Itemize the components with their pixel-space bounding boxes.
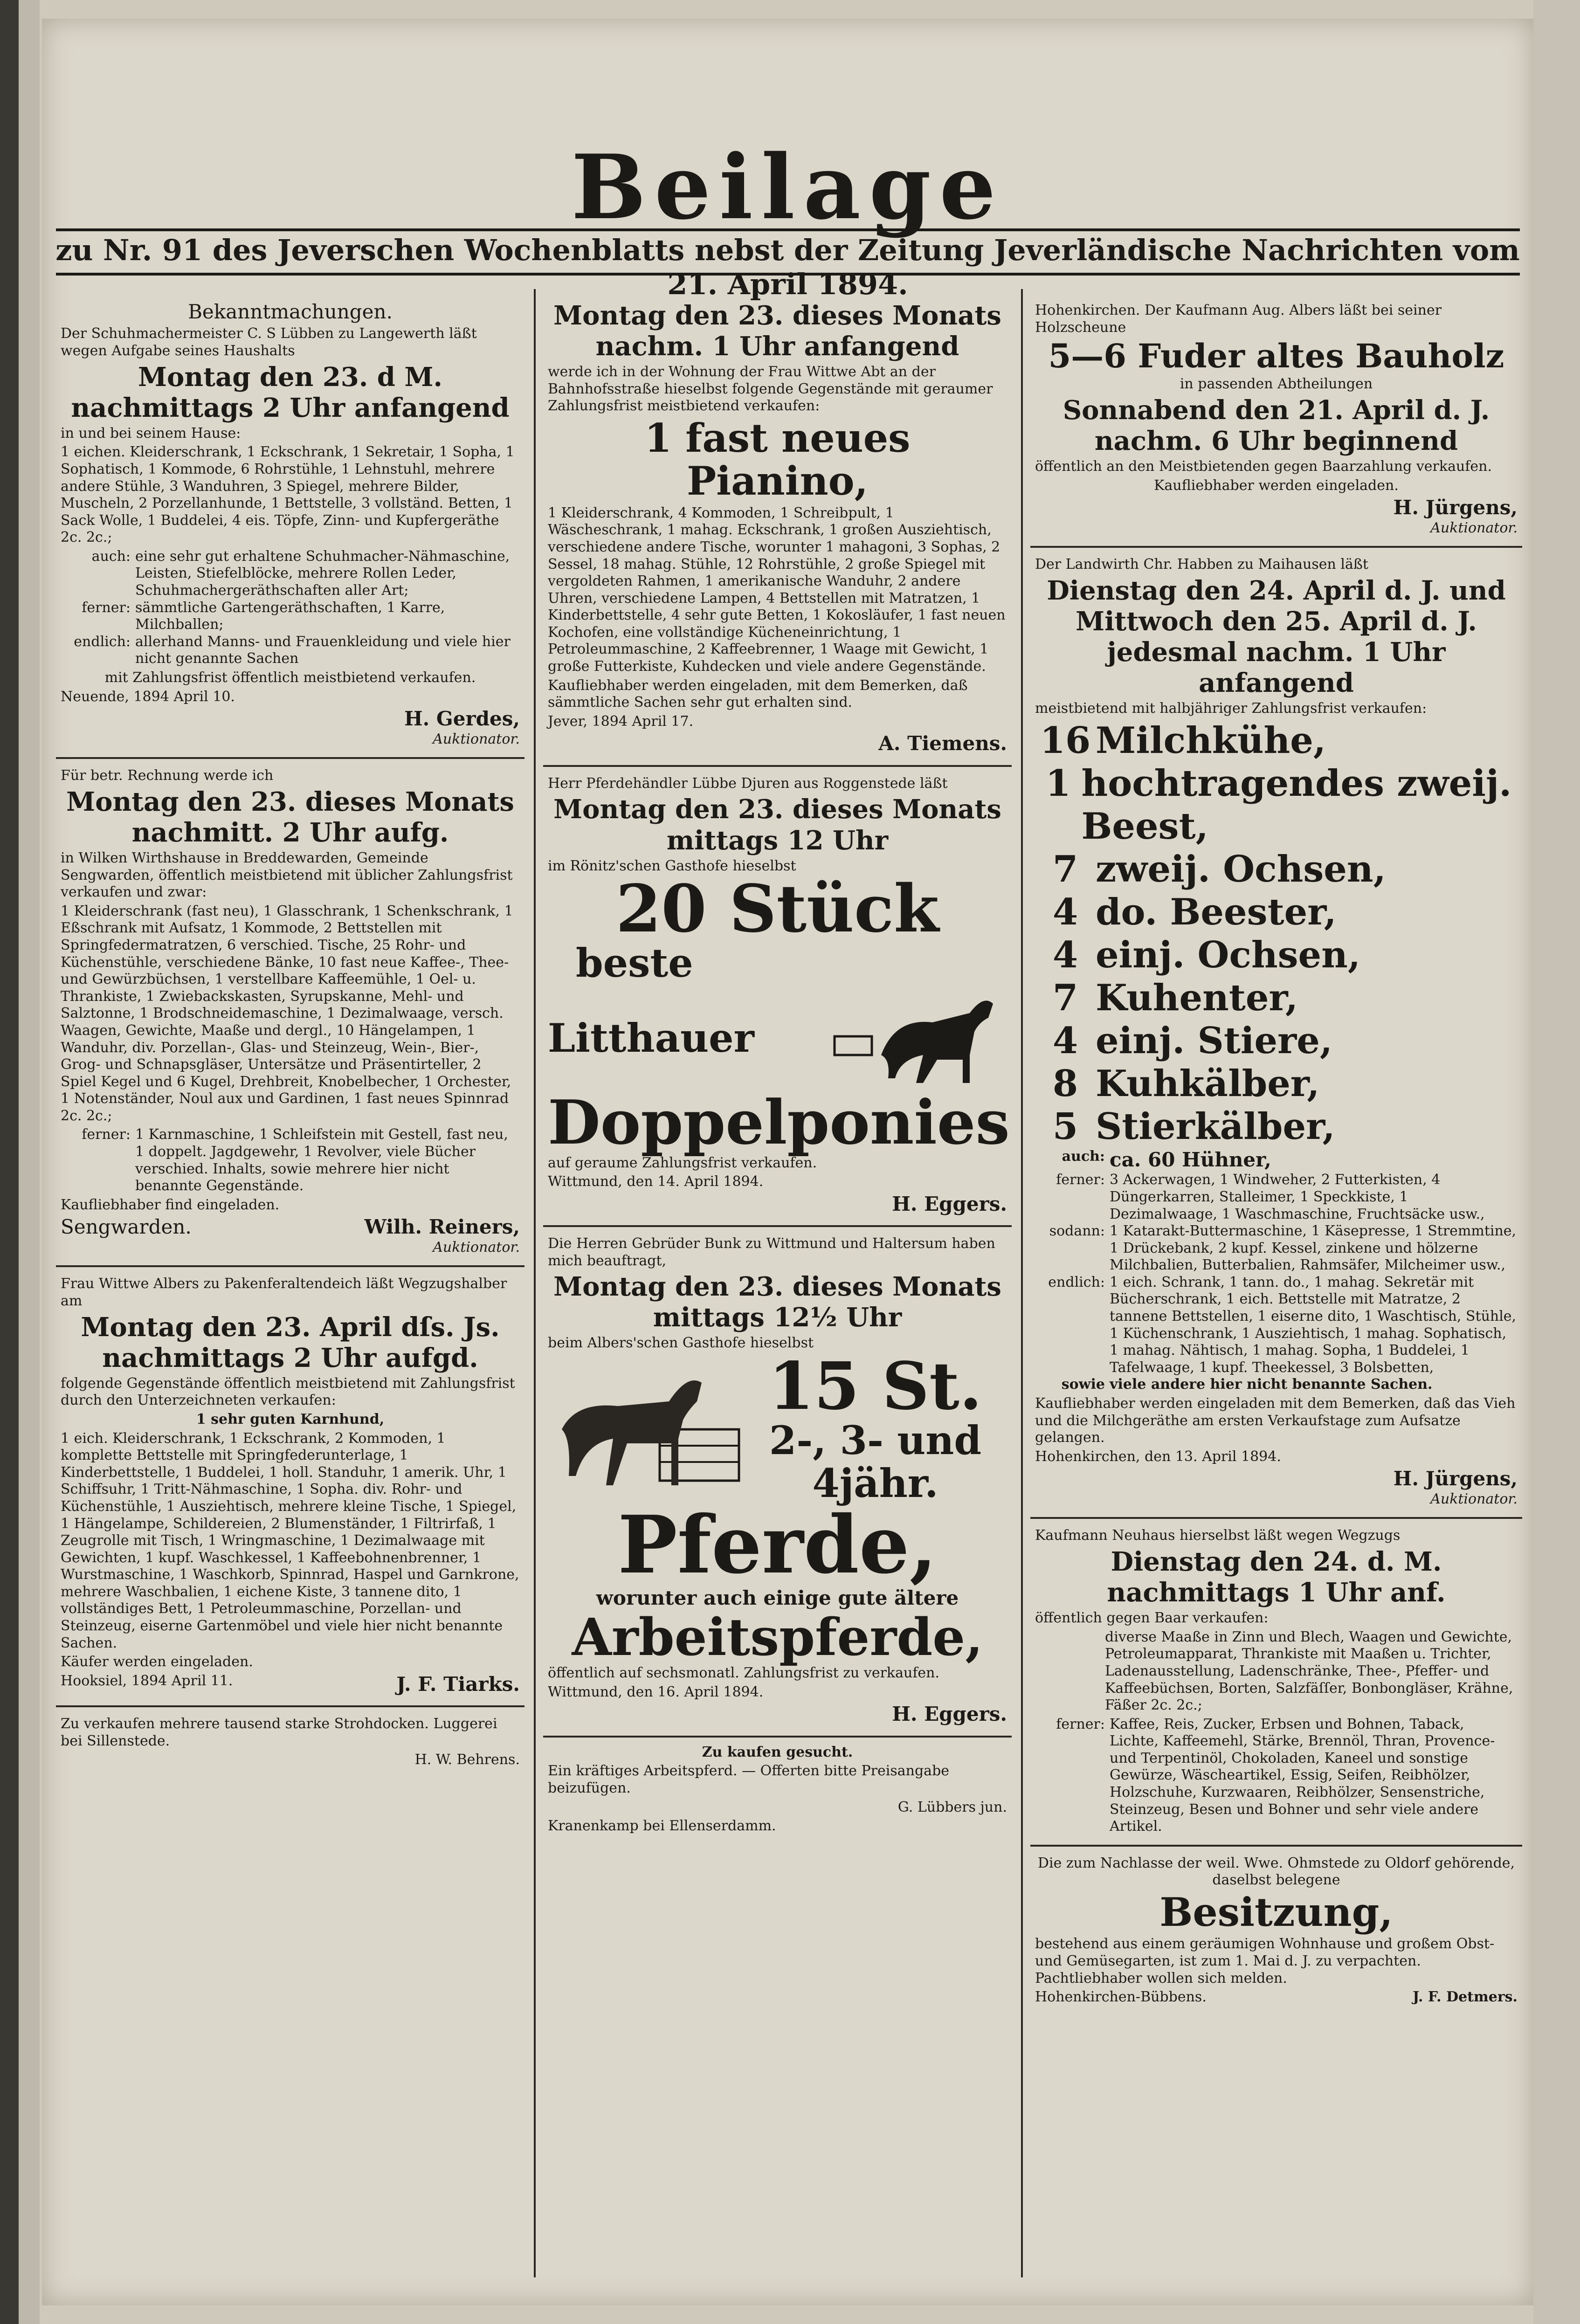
notice-body: werde ich in der Wohnung der Frau Wittwe Abt an der Bahnhofsstraße hieselbst folgende Gegenstände mit geraumer Zahlungsfrist meistbietend verkaufen: bbox=[548, 364, 993, 414]
notice-signer: Wilh. Reiners, bbox=[364, 1215, 520, 1239]
notice-invite: Kaufliebhaber werden eingeladen, mit dem Bemerken, daß sämmtliche Sachen sehr gut erhalten sind. bbox=[548, 677, 968, 711]
signature-line bbox=[61, 1215, 520, 1239]
pferde-counts bbox=[744, 1348, 1007, 1507]
notice-invite: Kaufliebhaber werden eingeladen mit dem Bemerken, daß das Vieh und die Milchgeräthe am ersten Verkaufstage zum Aufsatze gelangen. bbox=[1035, 1395, 1516, 1446]
section-heading: Zu kaufen gesucht. bbox=[702, 1744, 853, 1760]
animal-count: 1 bbox=[1045, 762, 1071, 805]
notice-dateline: Neuende, 1894 April 10. bbox=[61, 688, 235, 705]
notice-date-1: Dienstag den 24. April d. J. und bbox=[1047, 575, 1506, 606]
notice-time: nachmittags 2 Uhr anfangend bbox=[71, 392, 510, 423]
column-divider-1 bbox=[534, 289, 536, 2277]
notice-signer: H. Eggers. bbox=[892, 1703, 1007, 1726]
animal-type: Kuhenter, bbox=[1096, 976, 1298, 1019]
ponies-kind: Doppelponies bbox=[548, 1086, 1010, 1158]
notice-time: nachm. 1 Uhr anfangend bbox=[595, 331, 959, 362]
notice-terms: auf geraume Zahlungsfrist verkaufen. bbox=[548, 1154, 817, 1171]
row-text: allerhand Manns- und Frauenkleidung und viele hier nicht genannte Sachen bbox=[135, 633, 511, 667]
notice-signer-role: Auktionator. bbox=[433, 1239, 520, 1255]
row-label: endlich: bbox=[74, 633, 131, 650]
notice-time: nachmitt. 2 Uhr aufg. bbox=[131, 817, 449, 848]
animal-count: 5 bbox=[1052, 1105, 1078, 1148]
animal-type: zweij. Ochsen, bbox=[1096, 848, 1386, 890]
notice-intro: Kaufmann Neuhaus hierselbst läßt wegen Wegzugs bbox=[1035, 1527, 1401, 1544]
animal-row bbox=[1035, 719, 1518, 762]
horse-icon bbox=[548, 1359, 744, 1499]
animal-row bbox=[1035, 762, 1518, 848]
notice-reiners bbox=[56, 759, 524, 1267]
notice-signer-role: Auktionator. bbox=[433, 731, 520, 747]
notice-time: nachmittags 2 Uhr aufgd. bbox=[102, 1342, 478, 1373]
notice-signer-role: Auktionator. bbox=[1430, 1490, 1518, 1507]
horse-icon bbox=[830, 985, 1007, 1092]
binding-margin bbox=[19, 0, 40, 2324]
pferde-kind-2: Arbeitspferde, bbox=[572, 1607, 983, 1668]
notice-place: Kranenkamp bei Ellenserdamm. bbox=[548, 1818, 776, 1834]
breed-row bbox=[548, 985, 1007, 1092]
notice-signer-role: Auktionator. bbox=[1430, 519, 1518, 536]
notice-terms: öffentlich gegen Baar verkaufen: bbox=[1035, 1610, 1269, 1627]
notice-time: mittags 12½ Uhr bbox=[653, 1302, 902, 1333]
pferde-count: 15 St. bbox=[768, 1348, 982, 1425]
notice-items: diverse Maaße in Zinn und Blech, Waagen und Gewichte, Petroleumapparat, Thrankiste mit Maaßen u. Trichter, Ladenausstellung, Ladenschränke, Thee-, Pfeffer- und Kaffeebüchsen, Borten, Salzfäſſer, Bonbongläser, Krähne, Fäßer 2c. 2c.; bbox=[1105, 1628, 1513, 1714]
auch-row bbox=[1035, 1148, 1518, 1172]
notice-ponies bbox=[543, 767, 1012, 1227]
animal-row bbox=[1035, 848, 1518, 891]
notice-signer: J. F. Detmers. bbox=[1413, 1989, 1518, 2006]
column-divider-2 bbox=[1021, 289, 1023, 2277]
column-3 bbox=[1030, 294, 1522, 2277]
notice-headline: 1 sehr guten Karnhund, bbox=[196, 1411, 385, 1428]
animal-count: 4 bbox=[1052, 933, 1078, 976]
row-label: ferner: bbox=[82, 1126, 131, 1143]
notice-intro: Frau Wittwe Albers zu Pakenferaltendeich läßt Wegzugshalber am bbox=[61, 1276, 507, 1310]
notice-invite: Kaufliebhaber find eingeladen. bbox=[61, 1196, 280, 1213]
notice-signer: H. Gerdes, bbox=[404, 707, 520, 731]
signature-line bbox=[1035, 1989, 1518, 2006]
notice-place: Sengwarden. bbox=[61, 1215, 192, 1239]
notice-time: mittags 12 Uhr bbox=[666, 825, 889, 856]
row-label: ferner: bbox=[1056, 1172, 1105, 1188]
ponies-adjective: beste bbox=[576, 940, 693, 986]
notice-headline: 1 fast neues Pianino, bbox=[644, 414, 911, 504]
masthead-subtitle: zu Nr. 91 des Jeverschen Wochenblatts nebst der Zeitung Jeverländische Nachrichten vom 21. April 1894. bbox=[55, 233, 1520, 301]
ferner-row bbox=[1035, 1172, 1518, 1223]
row-text: 3 Ackerwagen, 1 Windweher, 2 Futterkisten, 4 Düngerkarren, Stalleimer, 1 Speckkiste, 1 Dezimalwaage, 1 Waschmaschine, Fruchtsäcke usw., bbox=[1110, 1172, 1485, 1222]
notice-habben bbox=[1030, 548, 1522, 1519]
notice-intro: Hohenkirchen. Der Kaufmann Aug. Albers läßt bei seiner Holzscheune bbox=[1035, 302, 1442, 336]
animal-count: 8 bbox=[1052, 1062, 1078, 1105]
notice-text: Zu verkaufen mehrere tausend starke Strohdocken. Luggerei bei Sillenstede. bbox=[61, 1716, 497, 1749]
notice-intro: Der Landwirth Chr. Habben zu Maihausen läßt bbox=[1035, 556, 1368, 573]
ponies-count: 20 Stück bbox=[615, 871, 939, 948]
animal-row bbox=[1035, 1020, 1518, 1062]
notice-place: beim Albers'schen Gasthofe hieselbst bbox=[548, 1335, 814, 1352]
pferde-ages-2: 4jähr. bbox=[812, 1460, 938, 1507]
notice-kaufen bbox=[543, 1738, 1012, 1846]
row-text: 1 eich. Schrank, 1 tann. do., 1 mahag. Sekretär mit Bücherschrank, 1 eich. Bettstelle mit Matratze, 2 tannene Bettstellen, 1 eiserne dito, 1 Waschtisch, Stühle, 1 Küchenschrank, 1 Ausziehtisch, 1 mahag. Sophatisch, 1 mahag. Nähtisch, 1 mahag. Sopha, 1 Buddelei, 1 Tafelwaage, 1 kupf. Theekessel, 3 Bolsbetten, bbox=[1110, 1274, 1517, 1376]
row-label: ferner: bbox=[1056, 1716, 1105, 1732]
notice-date: Montag den 23. dieses Monats bbox=[553, 794, 1001, 825]
ferner-row bbox=[61, 600, 520, 634]
notice-intro: Der Schuhmachermeister C. S Lübben zu Langewerth läßt wegen Aufgabe seines Haushalts bbox=[61, 325, 477, 359]
animal-type: einj. Ochsen, bbox=[1096, 933, 1361, 976]
notice-signer: H. Jürgens, bbox=[1393, 496, 1518, 519]
notice-date: Montag den 23. April dſs. Js. bbox=[81, 1311, 500, 1343]
masthead-rule-top bbox=[56, 228, 1520, 231]
notice-date: Montag den 23. dieses Monats bbox=[66, 786, 514, 817]
pferde-ages-1: 2-, 3- und bbox=[769, 1417, 982, 1464]
notice-signer: G. Lübbers jun. bbox=[897, 1799, 1007, 1815]
row-label: endlich: bbox=[1048, 1274, 1105, 1290]
notice-headline: 5—6 Fuder altes Bauholz bbox=[1048, 337, 1504, 376]
notice-items: 1 eich. Kleiderschrank, 1 Eckschrank, 2 Kommoden, 1 komplette Bettstelle mit Springfederunterlage, 1 Kinderbettstelle, 1 Buddelei, 1 holl. Standuhr, 1 amerik. Uhr, 1 Schiffsuhr, 1 Tritt-Nähmaschine, 1 Sopha. div. Rohr- und Küchenstühle, 1 Ausziehtisch, mehrere kleine Tische, 1 Spiegel, 1 Hängelampe, Schildereien, 2 Blumenständer, 1 Filtrirfaß, 1 Zeugrolle mit Tisch, 1 Wringmaschine, 1 Dezimalwaage mit Gewichten, 1 kupf. Waschkessel, 1 Kaffeebohnenbrenner, 1 Wurstmaschine, 1 Waschkorb, Spinnrad, Haspel und Garnkrone, mehrere Waschbalien, 1 eichene Kiste, 3 tannene dito, 1 vollständiges Bett, 1 Petroleummaschine, Porzellan- und Steinzeug, eiserne Gartenmöbel und viele hier nicht benannte Sachen. bbox=[61, 1430, 519, 1651]
row-label: sodann: bbox=[1049, 1223, 1105, 1240]
notice-signer: H. Eggers. bbox=[892, 1192, 1007, 1215]
notice-dateline: Hooksiel, 1894 April 11. bbox=[61, 1672, 233, 1689]
pferde-row bbox=[548, 1348, 1007, 1507]
notice-neuhaus bbox=[1030, 1519, 1522, 1846]
notice-time: jedesmal nachm. 1 Uhr anfangend bbox=[1107, 636, 1446, 698]
notice-place: in und bei seinem Hause: bbox=[61, 425, 241, 441]
notice-pferde bbox=[543, 1227, 1012, 1738]
signature-line bbox=[61, 1673, 520, 1696]
notice-besitzung bbox=[1030, 1847, 1522, 2015]
notice-items: 1 Kleiderschrank, 4 Kommoden, 1 Schreibpult, 1 Wäscheschrank, 1 mahag. Eckschrank, 1 großen Ausziehtisch, verschiedene andere Tische, worunter 1 mahagoni, 3 Sophas, 2 Sessel, 18 mahag. Stühle, 12 Rohrstühle, 2 große Spiegel mit vergoldeten Rahmen, 1 amerikanische Wanduhr, 2 andere Uhren, verschiedene Lampen, 4 Bettstellen mit Matratzen, 1 Kinderbettstelle, 4 sehr gute Betten, 1 Kokosläufer, 1 fast neuen Kochofen, eine vollständige Kücheneinrichtung, 1 Petroleummaschine, 2 Kaffeebrenner, 1 Waage mit Gewicht, 1 große Futterkiste, Kuhdecken und viele andere Gegenstände. bbox=[548, 504, 1006, 675]
notice-body: folgende Gegenstände öffentlich meistbietend mit Zahlungsfrist durch den Unterzeichneten verkaufen: bbox=[61, 1375, 515, 1409]
row-label: sowie bbox=[1061, 1376, 1105, 1393]
notice-gerdes bbox=[56, 294, 524, 759]
notice-intro: Herr Pferdehändler Lübbe Djuren aus Roggenstede läßt bbox=[548, 775, 948, 792]
notice-dateline: Wittmund, den 16. April 1894. bbox=[548, 1683, 764, 1700]
pferde-among: worunter auch einige gute ältere bbox=[596, 1586, 959, 1609]
row-text: 1 Katarakt-Buttermaschine, 1 Käsepresse, 1 Stremmtine, 1 Drückebank, 2 kupf. Kessel, zinkene und hölzerne Milchbalien, Butterbalien, Rahmsäfer, Milcheimer usw., bbox=[1110, 1223, 1517, 1274]
notice-date: Montag den 23. dieses Monats bbox=[553, 300, 1001, 331]
notice-albers bbox=[56, 1267, 524, 1707]
notice-dateline: Jever, 1894 April 17. bbox=[548, 713, 694, 730]
notice-text: Ein kräftiges Arbeitspferd. — Offerten bitte Preisangabe beizufügen. bbox=[548, 1763, 950, 1797]
notice-signer: H. W. Behrens. bbox=[414, 1752, 520, 1768]
notice-terms: öffentlich an den Meistbietenden gegen Baarzahlung verkaufen. bbox=[1035, 458, 1492, 475]
notice-place: im Rönitz'schen Gasthofe hieselbst bbox=[548, 857, 796, 874]
notice-invite: Kaufliebhaber werden eingeladen. bbox=[1154, 477, 1399, 494]
animal-row bbox=[1035, 934, 1518, 977]
notice-tiemens bbox=[543, 294, 1012, 767]
row-text: sämmtliche Gartengeräthschaften, 1 Karre, Milchballen; bbox=[135, 599, 445, 633]
notice-body: bestehend aus einem geräumigen Wohnhause und großem Obst- und Gemüsegarten, ist zum 1. Mai d. J. zu verpachten. Pachtliebhaber wollen sich melden. bbox=[1035, 1936, 1495, 1986]
row-text: ca. 60 Hühner, bbox=[1110, 1148, 1271, 1171]
row-text: 1 Karnmaschine, 1 Schleifstein mit Gestell, fast neu, 1 doppelt. Jagdgewehr, 1 Revolver, viele Bücher verschied. Inhalts, sowie mehrere hier nicht benannte Gegenstände. bbox=[135, 1126, 508, 1194]
animal-row bbox=[1035, 1105, 1518, 1148]
animal-count: 4 bbox=[1052, 1019, 1078, 1062]
notice-intro: Die zum Nachlasse der weil. Wwe. Ohmstede zu Oldorf gehörende, daselbst belegene bbox=[1037, 1855, 1515, 1889]
notice-behrens bbox=[56, 1707, 524, 1778]
notice-terms: meistbietend mit halbjähriger Zahlungsfrist verkaufen: bbox=[1035, 700, 1427, 717]
animal-type: einj. Stiere, bbox=[1096, 1019, 1332, 1062]
row-text: viele andere hier nicht benannte Sachen. bbox=[1110, 1376, 1433, 1393]
notice-dateline: Wittmund, den 14. April 1894. bbox=[548, 1173, 764, 1190]
animal-type: Stierkälber, bbox=[1096, 1105, 1335, 1148]
animal-count: 7 bbox=[1052, 848, 1078, 890]
notice-date: Montag den 23. dieses Monats bbox=[553, 1271, 1001, 1303]
ferner-row bbox=[61, 1126, 520, 1194]
animal-row bbox=[1035, 891, 1518, 934]
ponies-breed: Litthauer bbox=[548, 1015, 754, 1062]
animal-type: hochtragendes zweij. Beest, bbox=[1081, 762, 1512, 848]
ferner-row bbox=[1035, 1716, 1518, 1835]
pferde-kind: Pferde, bbox=[618, 1498, 937, 1592]
notice-place: Hohenkirchen-Bübbens. bbox=[1035, 1989, 1207, 2006]
notice-dateline: Hohenkirchen, den 13. April 1894. bbox=[1035, 1448, 1281, 1465]
endlich-row bbox=[1035, 1274, 1518, 1377]
animal-count: 4 bbox=[1052, 890, 1078, 933]
notice-items: 1 eichen. Kleiderschrank, 1 Eckschrank, 1 Sekretair, 1 Sopha, 1 Sophatisch, 1 Kommode, 6 Rohrstühle, 1 Lehnstuhl, mehrere andere Stühle, 3 Wanduhren, 3 Spiegel, mehrere Bilder, Muscheln, 2 Porzellanhunde, 1 Bettstelle, 3 vollständ. Betten, 1 Sack Wolle, 1 Buddelei, 4 eis. Töpfe, Zinn- und Kupfergeräthe 2c. 2c.; bbox=[61, 444, 515, 546]
animal-row bbox=[1035, 977, 1518, 1020]
notice-date: Dienstag den 24. d. M. bbox=[1111, 1546, 1442, 1577]
notice-sub: in passenden Abtheilungen bbox=[1180, 376, 1373, 393]
masthead-title: Beilage bbox=[571, 135, 1004, 239]
sowie-row bbox=[1035, 1376, 1518, 1393]
column-2 bbox=[543, 294, 1012, 2277]
auch-row bbox=[61, 548, 520, 600]
row-text: Kaffee, Reis, Zucker, Erbsen und Bohnen, Taback, Lichte, Kaffeemehl, Stärke, Brennöl, Thran, Provence- und Terpentinöl, Chokoladen, Kaneel und sonstige Gewürze, Wäscheartikel, Essig, Seifen, Reibhölzer, Holzschuhe, Kurzwaaren, Reibhölzer, Sensenstriche, Steinzeug, Besen und Bohner und sehr viele andere Artikel. bbox=[1110, 1716, 1495, 1835]
notice-terms: öffentlich auf sechsmonatl. Zahlungsfrist zu verkaufen. bbox=[548, 1665, 940, 1682]
notice-items: 1 Kleiderschrank (fast neu), 1 Glasschrank, 1 Schenkschrank, 1 Eßschrank mit Aufsatz, 1 Kommode, 2 Bettstellen mit Springfedermatratzen, 6 verschied. Tische, 25 Rohr- und Küchenstühle, verschiedene Bänke, 10 fast neue Kaffee-, Thee- und Gewürzbüchsen, 1 verstellbare Kaffeemühle, 1 Oel- u. Thrankiste, 1 Zwiebackskasten, Syrupskanne, Mehl- und Salztonne, 1 Brodschneidemaschine, 1 Dezimalwaage, versch. Waagen, Gewichte, Maaße und dergl., 10 Hängelampen, 1 Wanduhr, div. Porzellan-, Glas- und Steinzeug, Wein-, Bier-, Grog- und Schnapsgläser, Untersätze und Präsentirteller, 2 Spiel Kegel und 6 Kugel, Drehbreit, Knobelbecher, 1 Orchester, 1 Notenständer, Noul aux und Gardinen, 1 fast neues Spinnrad 2c. 2c.; bbox=[61, 903, 513, 1124]
newspaper-page bbox=[42, 19, 1533, 2305]
animal-type: Milchkühe, bbox=[1096, 719, 1326, 762]
notice-intro: Die Herren Gebrüder Bunk zu Wittmund und Haltersum haben mich beauftragt, bbox=[548, 1235, 995, 1269]
notice-intro: Für betr. Rechnung werde ich bbox=[61, 767, 274, 784]
notice-date: Sonnabend den 21. April d. J. bbox=[1063, 394, 1490, 426]
masthead-rule-bottom bbox=[56, 273, 1520, 276]
row-text: eine sehr gut erhaltene Schuhmacher-Nähmaschine, Leisten, Stiefelblöcke, mehrere Rollen Leder, Schuhmachergeräthschaften aller Art; bbox=[135, 548, 510, 599]
notice-terms: mit Zahlungsfrist öffentlich meistbietend verkaufen. bbox=[104, 669, 476, 686]
animal-type: do. Beester, bbox=[1096, 890, 1337, 933]
sodann-row bbox=[1035, 1223, 1518, 1274]
notice-bauholz bbox=[1030, 294, 1522, 548]
endlich-row bbox=[61, 634, 520, 668]
notice-invite: Käufer werden eingeladen. bbox=[61, 1654, 253, 1670]
notice-time: nachm. 6 Uhr beginnend bbox=[1094, 425, 1458, 456]
row-label: auch: bbox=[91, 548, 131, 565]
notice-signer: J. F. Tiarks. bbox=[396, 1672, 520, 1696]
animal-count: 16 bbox=[1040, 719, 1091, 762]
column-1 bbox=[56, 294, 524, 2277]
book-spine bbox=[0, 0, 19, 2324]
notice-headline: Besitzung, bbox=[1159, 1889, 1393, 1936]
row-label: auch: bbox=[1062, 1148, 1105, 1165]
notice-signer: H. Jürgens, bbox=[1393, 1467, 1518, 1490]
section-heading: Bekanntmachungen. bbox=[188, 300, 393, 323]
notice-signer: A. Tiemens. bbox=[878, 732, 1007, 755]
notice-time: nachmittags 1 Uhr anf. bbox=[1107, 1577, 1446, 1608]
notice-date-2: Mittwoch den 25. April d. J. bbox=[1076, 606, 1477, 637]
row-label: ferner: bbox=[82, 599, 131, 616]
page-edge bbox=[1533, 0, 1580, 2324]
notice-date: Montag den 23. d M. bbox=[138, 361, 442, 393]
animal-type: Kuhkälber, bbox=[1096, 1062, 1320, 1105]
notice-body: in Wilken Wirthshause in Breddewarden, Gemeinde Sengwarden, öffentlich meistbietend mit üblicher Zahlungsfrist verkaufen und zwar: bbox=[61, 849, 513, 901]
animal-count: 7 bbox=[1052, 976, 1078, 1019]
animal-row bbox=[1035, 1062, 1518, 1105]
